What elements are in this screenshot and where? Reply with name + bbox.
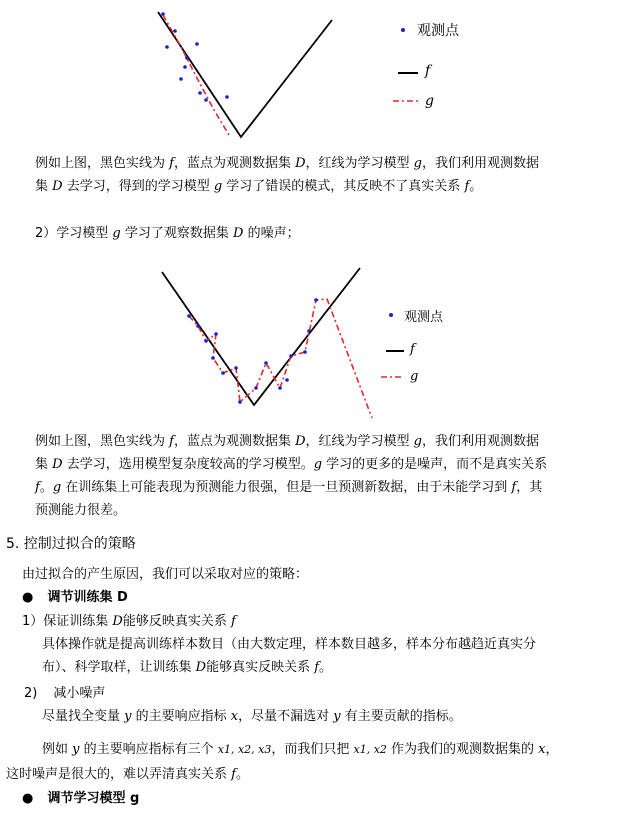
observation-point [234, 366, 238, 370]
observation-points [187, 298, 318, 404]
observation-point [221, 371, 225, 375]
paragraph-2: 例如上图，黑色实线为 f，蓝点为观测数据集 D，红线为学习模型 g，我们利用观测数据 集 D 去学习，选用模型复杂度较高的学习模型。g 学习的更多的是噪声，而不是真实关系 f。g 在训练集上可能表现为预测能力很强，但是一旦预测新数据，由于未能学习到 f，其 预测能力很差。 [35, 434, 548, 518]
sub-item-2-body: 尽量找全变量 y 的主要响应指标 x，尽量不漏选对 y 有主要贡献的指标。 [42, 709, 462, 724]
item-2-heading: 2）学习模型 g 学习了观察数据集 D 的噪声； [35, 226, 300, 241]
bullet-dot-icon: ● [22, 590, 34, 605]
observation-point [214, 332, 218, 336]
example-line-1: 例如 y 的主要响应指标有三个 x1, x2, x3，而我们只把 x1, x2 作为我们的观测数据集的 x， [42, 742, 559, 757]
observation-point [303, 350, 307, 354]
bullet-1-label: 调节训练集 D [47, 590, 128, 605]
legend-f-label: f [425, 63, 431, 79]
variables-x1-x2-x3: x1, x2, x3 [217, 743, 272, 756]
observation-point [254, 386, 258, 390]
bullet-2 [22, 787, 139, 806]
sub-item-2: 2) 减小噪声 [24, 686, 106, 701]
example-line-2: 这时噪声是很大的，难以弄清真实关系 f。 [6, 767, 249, 782]
observation-point [211, 356, 215, 360]
f-line [162, 268, 360, 405]
section-5-intro: 由过拟合的产生原因，我们可以采取对应的策略： [22, 567, 309, 582]
observation-point [187, 314, 191, 318]
observation-point [196, 324, 200, 328]
observation-point [307, 329, 311, 333]
g-line [189, 299, 372, 418]
legend-g-label: g [425, 93, 434, 109]
bullet-dot-icon: ● [22, 791, 34, 806]
legend-points-label: 观测点 [404, 310, 444, 325]
sub-item-1: 1）保证训练集 D能够反映真实关系 f [22, 614, 236, 629]
sub-item-1-body: 具体操作就是提高训练样本数目（由大数定理，样本数目越多，样本分布越趋近真实分 布）、科学取样，让训练集 D能够真实反映关系 f。 [42, 637, 537, 675]
observation-point [278, 386, 282, 390]
model-g-line [189, 299, 372, 418]
paragraph-1: 例如上图，黑色实线为 f，蓝点为观测数据集 D，红线为学习模型 g，我们利用观测数据 集 D 去学习，得到的学习模型 g 学习了错误的模式，其反映不了真实关系 f。 [35, 156, 540, 194]
observation-point [314, 298, 318, 302]
observation-point [238, 400, 242, 404]
legend-g-label: g [410, 369, 419, 384]
section-5-title: 5. 控制过拟合的策略 [6, 536, 136, 552]
observation-point [204, 339, 208, 343]
variables-x1-x2: x1, x2 [353, 743, 387, 756]
legend-point-marker [389, 313, 393, 317]
observation-point [264, 361, 268, 365]
bullet-1 [22, 586, 128, 605]
legend-points-label: 观测点 [417, 23, 459, 39]
true-function-f-line [162, 268, 360, 405]
bullet-2-label: 调节学习模型 g [47, 791, 140, 806]
legend-f-label: f [410, 342, 415, 357]
observation-point [289, 354, 293, 358]
observation-point [285, 378, 289, 382]
